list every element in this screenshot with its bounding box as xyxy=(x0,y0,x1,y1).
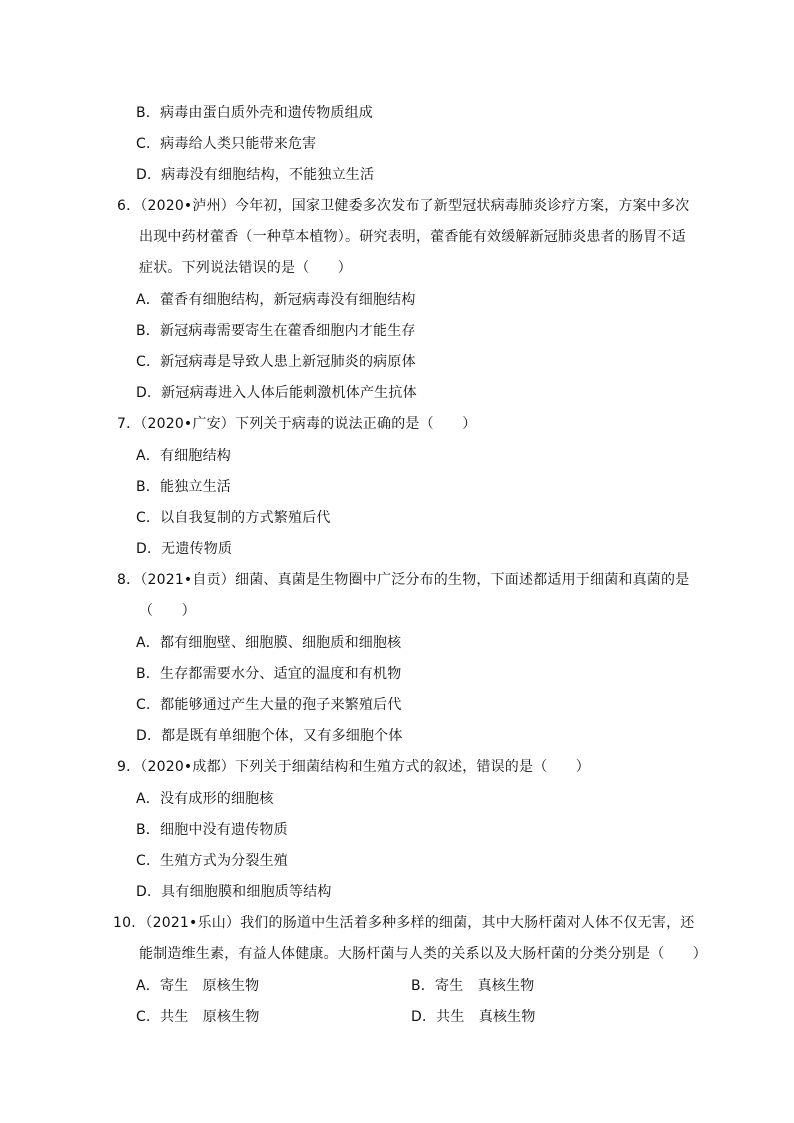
q6-option-c: C．新冠病毒是导致人患上新冠肺炎的病原体 xyxy=(136,354,416,370)
q8-option-a: A．都有细胞壁、细胞膜、细胞质和细胞核 xyxy=(136,635,402,651)
q9-option-b: B．细胞中没有遗传物质 xyxy=(136,822,288,838)
q6-stem-line-2: 出现中药材藿香（一种草本植物）。研究表明，藿香能有效缓解新冠肺炎患者的肠胃不适 xyxy=(139,229,686,245)
q5-option-c: C．病毒给人类只能带来危害 xyxy=(136,136,317,152)
q7-stem: 7．（2020•广安）下列关于病毒的说法正确的是（ ） xyxy=(117,416,477,432)
q7-option-d: D．无遗传物质 xyxy=(136,541,233,557)
q6-option-d: D．新冠病毒进入人体后能刺激机体产生抗体 xyxy=(136,385,417,401)
q8-option-b: B．生存都需要水分、适宜的温度和有机物 xyxy=(136,666,402,682)
q7-option-b: B．能独立生活 xyxy=(136,479,232,495)
q9-option-a: A．没有成形的细胞核 xyxy=(136,791,274,807)
q10-option-a: A．寄生 原核生物 xyxy=(136,978,260,994)
q5-option-b: B．病毒由蛋白质外壳和遗传物质组成 xyxy=(136,105,374,121)
q10-option-b: B．寄生 真核生物 xyxy=(411,978,535,994)
q6-stem-line-1: 6．（2020•泸州）今年初，国家卫健委多次发布了新型冠状病毒肺炎诊疗方案，方案中多次 xyxy=(117,198,690,214)
q10-stem-line-1: 10．（2021•乐山）我们的肠道中生活着多种多样的细菌，其中大肠杆菌对人体不仅无害，还 xyxy=(113,915,695,931)
q8-option-c: C．都能够通过产生大量的孢子来繁殖后代 xyxy=(136,697,402,713)
q7-option-a: A．有细胞结构 xyxy=(136,448,231,464)
q9-option-d: D．具有细胞膜和细胞质等结构 xyxy=(136,884,332,900)
q7-option-c: C．以自我复制的方式繁殖后代 xyxy=(136,510,331,526)
q6-stem-line-3: 症状。下列说法错误的是（ ） xyxy=(139,260,352,276)
q10-stem-line-2: 能制造维生素，有益人体健康。大肠杆菌与人类的关系以及大肠杆菌的分类分别是（ ） xyxy=(139,946,707,962)
q6-option-a: A．藿香有细胞结构，新冠病毒没有细胞结构 xyxy=(136,292,416,308)
q9-stem: 9．（2020•成都）下列关于细菌结构和生殖方式的叙述，错误的是（ ） xyxy=(117,759,590,775)
q8-stem-line-1: 8．（2021•自贡）细菌、真菌是生物圈中广泛分布的生物，下面述都适用于细菌和真菌的是 xyxy=(117,572,690,588)
q9-option-c: C．生殖方式为分裂生殖 xyxy=(136,853,288,869)
q8-stem-line-2: （ ） xyxy=(139,603,196,619)
q10-option-d: D．共生 真核生物 xyxy=(411,1009,536,1025)
q6-option-b: B．新冠病毒需要寄生在藿香细胞内才能生存 xyxy=(136,323,416,339)
q8-option-d: D．都是既有单细胞个体，又有多细胞个体 xyxy=(136,728,403,744)
q5-option-d: D．病毒没有细胞结构，不能独立生活 xyxy=(136,167,375,183)
q10-option-c: C．共生 原核生物 xyxy=(136,1009,260,1025)
